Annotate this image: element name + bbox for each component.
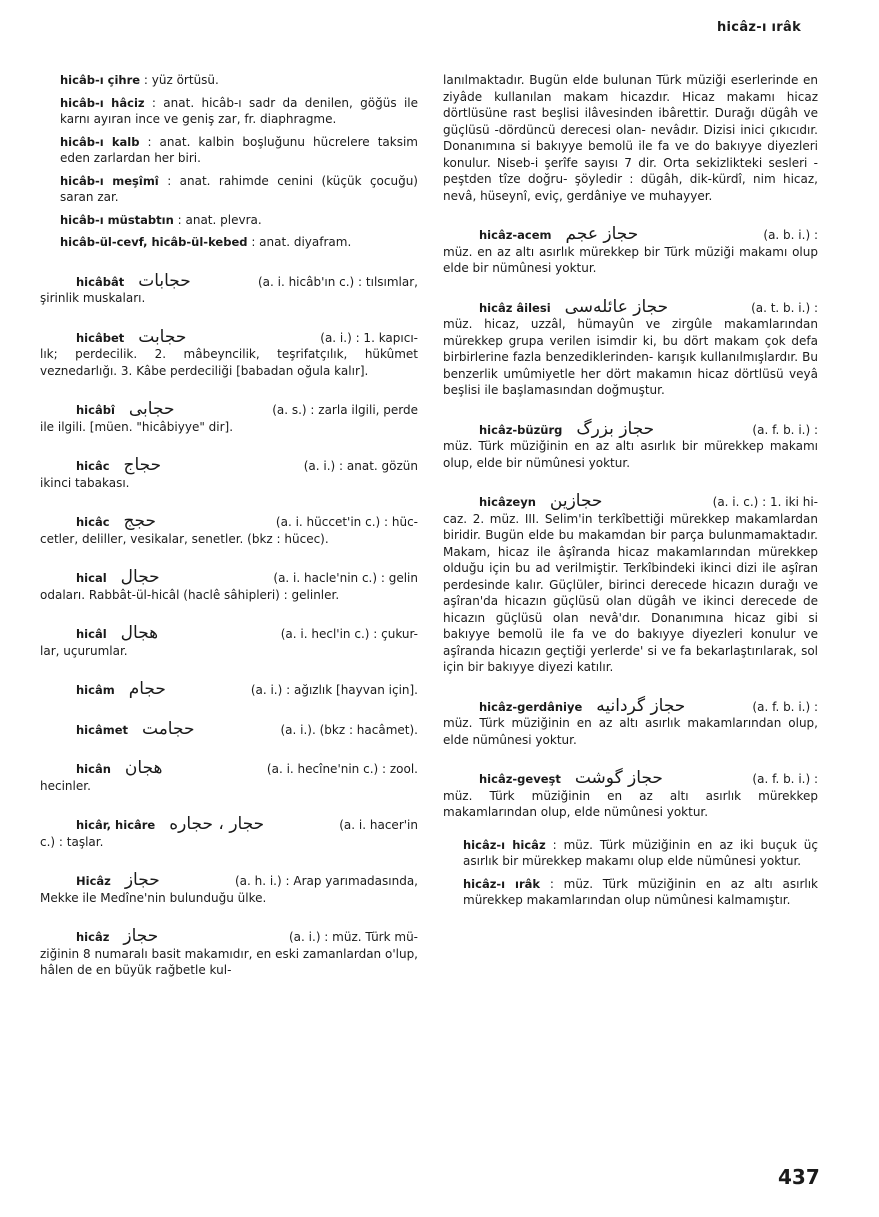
entry-arabic: هجان [124,758,163,778]
dictionary-entry [443,493,818,676]
entry-headword: hicâb-ı müstabtın [60,212,174,227]
entry-headword: hicâb-ı meşîmî [60,173,159,188]
entry-headword: hicâz-büzürg [479,422,563,437]
entry-headline [40,928,418,946]
entry-headline [40,457,418,475]
entry-etymology: (a. i. hecîne'nin c.) : zool. [266,762,418,776]
entry-definition: Mekke ile Medîne'nin bulunduğu ülke. [40,890,267,905]
entry-definition: müz. Türk müziğinin en az altı asırlık mürekkep makamlarından olup, elde nümûnesi yoktur. [443,788,818,819]
entry-arabic: حجاز عائله‌سى [564,296,669,317]
entry-etymology: (a. t. b. i.) : [751,300,818,315]
entry-headline [40,569,418,587]
entry-headline [40,718,418,739]
entry-headword: hicâz-acem [479,228,552,242]
right-column [443,72,818,915]
dictionary-entry [40,212,418,229]
entry-headline [443,695,818,716]
dictionary-entry [40,872,418,906]
entry-headline [443,493,818,511]
entry-arabic: حجاز [123,926,159,946]
dictionary-entry [40,326,418,380]
entry-headword: hicân [76,762,111,776]
entry-arabic: حجاز عجم [565,224,639,244]
dictionary-entry [443,296,818,399]
dictionary-entry [40,457,418,491]
entry-definition: lar, uçurumlar. [40,643,128,658]
entry-etymology: (a. f. b. i.) : [752,772,818,786]
entry-arabic: حجج [123,511,156,531]
dictionary-entry [40,816,418,850]
entry-arabic: حجابى [128,399,175,419]
entry-arabic: حجازين [549,491,603,511]
left-column [40,72,418,985]
entry-definition: lanılmaktadır. Bugün elde bulunan Türk müziği eserlerinde en ziyâde kullanılan makam hicazdır. Hicaz makamı hicaz dörtlüsüne rast beşlisi ilâvesinden ibârettir. Durağı dügâh ve güçlüsü -dördüncü derecesi olan- nevâdır. Dizisi inici çıkıcıdır. Donanımına si bakıyye bemolü ile fa ve do bakıyye diyezleri konulur. Niseb-i şerîfe sayısı 7 dir. Orta sekizlikteki sesleri -peştden tîze doğru- şöyledir : dügâh, dik-kürdî, nim hicaz, nevâ, hüseynî, eviç, gerdâniye ve muhayyer. [443,73,818,203]
entry-headline [443,226,818,244]
running-header: hicâz-ı ırâk [717,20,802,35]
entry-headline [40,326,418,347]
entry-definition: ile ilgili. [müen. "hicâbiyye" dir]. [40,419,234,434]
entry-headword: hicâz-gerdâniye [479,699,583,714]
entry-headword: hicâzeyn [479,495,536,509]
dictionary-entry [40,760,418,794]
entry-headword: hicâbet [76,330,125,345]
entry-headword: hicâr, hicâre [76,818,156,832]
entry-headline [40,513,418,531]
entry-headline [443,770,818,788]
entry-definition: : anat. rahimde cenini (küçük çocuğu) saran zar. [60,173,418,204]
page-number: 437 [778,1165,820,1189]
dictionary-entry [443,695,818,749]
entry-etymology: (a. i. hecl'in c.) : çukur- [280,627,418,641]
entry-headword: hicâz-geveşt [479,772,561,786]
entry-arabic: حجاج [123,455,162,475]
entry-etymology: (a. s.) : zarla ilgili, perde [272,403,418,417]
entry-etymology: (a. i. hacle'nin c.) : gelin [273,571,418,585]
entry-definition: : müz. Türk müziğinin en az altı asırlık mürekkep makamlarından olup nümûnesi kalmamıştır. [463,876,818,907]
entry-etymology: (a. h. i.) : Arap yarımadasında, [234,874,418,888]
entry-definition: c.) : taşlar. [40,834,104,849]
entry-headword: hicâb-ı çihre [60,73,141,87]
entry-etymology: (a. i. hacer'in [339,818,418,832]
entry-definition: : anat. kalbin boşluğunu hücrelere taksim eden zarlardan her biri. [60,134,418,165]
entry-definition: odaları. Rabbât-ül-hicâl (haclê sâhipleri) : gelinler. [40,587,340,602]
dictionary-entry [443,837,818,870]
entry-etymology: (a. i.) : ağızlık [hayvan için]. [250,683,418,697]
dictionary-entry [443,226,818,277]
entry-etymology: (a. i.) : anat. gözün [303,459,418,473]
dictionary-entry [40,928,418,979]
entry-definition: müz. Türk müziğinin en az altı asırlık makamlarından olup, elde nümûnesi yoktur. [443,716,818,747]
entry-headword: hicâb-ül-cevf, hicâb-ül-kebed [60,235,248,249]
entry-definition: ikinci tabakası. [40,475,130,490]
entry-etymology: (a. f. b. i.) : [752,422,818,437]
entry-headword: hicâbî [76,403,115,417]
entry-arabic: حجابت [138,326,187,347]
entry-definition: müz. hicaz, uzzâl, hümayûn ve zirgûle makamlarından mürekkep grupa verilen isimdir ki, bu dört makam çok defa birbirlerine fazla benzediklerinden- karışık kullanılmışlardır. Bu benzerlik umûmiyetle her dört makamın hicaz dörtlüsü veyâ beşlisi ile başlamasından doğmuştur. [443,317,818,397]
entry-arabic: حجاز گوشت [574,768,663,788]
entry-etymology: (a. i.) : müz. Türk mü- [289,930,418,944]
dictionary-entry [40,401,418,435]
entry-headword: hicâz-ı hicâz [463,837,546,852]
entry-headline [443,418,818,439]
entry-headword: hicâc [76,515,110,529]
entry-etymology: (a. i. hicâb'ın c.) : tılsımlar, [257,274,418,289]
entry-definition: lık; perdecilik. 2. mâbeyncilik, teşrifatçılık, hükûmet veznedarlığı. 3. Kâbe perdeciliği [babadan oğula kalır]. [40,347,418,378]
entry-etymology: (a. i. hüccet'in c.) : hüc- [275,515,418,529]
entry-definition: şirinlik muskaları. [40,291,146,305]
entry-arabic: حجابات [138,270,191,291]
entry-arabic: حجاز [124,870,160,890]
entry-headword: hicâbât [76,274,125,289]
entry-definition: hecinler. [40,778,91,793]
entry-etymology: (a. f. b. i.) : [752,699,818,714]
entry-definition: ziğinin 8 numaralı basit makamıdır, en eski zamanlardan o'lup, hâlen de en büyük rağbetle kul- [40,946,418,977]
dictionary-entry [40,173,418,206]
dictionary-entry [40,569,418,603]
entry-etymology: (a. i.) : 1. kapıcı- [320,330,418,345]
entry-headline [40,401,418,419]
entry-arabic: هجال [120,623,159,643]
dictionary-entry [443,72,818,204]
entry-definition: : yüz örtüsü. [143,73,219,87]
entry-headword: hicâb-ı kalb [60,134,140,149]
dictionary-entry [443,876,818,909]
entry-definition: müz. en az altı asırlık mürekkep bir Türk müziği makamı olup elde bir nümûnesi yoktur. [443,244,818,275]
entry-etymology: (a. b. i.) : [763,228,818,242]
entry-headword: hicâmet [76,722,128,737]
entry-headline [40,270,418,291]
dictionary-entry [40,134,418,167]
dictionary-entry [443,418,818,472]
entry-headword: hicâl [76,627,107,641]
entry-headword: hicâb-ı hâciz [60,95,145,110]
entry-arabic: حجاز گردانيه [596,695,686,716]
dictionary-entry [40,625,418,659]
dictionary-entry [40,95,418,128]
entry-definition: : müz. Türk müziğinin en az iki buçuk üç asırlık bir mürekkep makamı olup elde nümûnesi yoktur. [463,837,818,868]
entry-etymology: (a. i.). (bkz : hacâmet). [280,722,418,737]
entry-definition: : anat. hicâb-ı sadr da denilen, göğüs ile karnı ayıran ince ve geniş zar, fr. diaphragme. [60,95,418,126]
entry-headline [40,625,418,643]
dictionary-entry [40,234,418,251]
entry-arabic: حجام [128,679,166,699]
entry-arabic: حجار ، حجاره [169,814,265,834]
entry-headline [40,681,418,699]
entry-headword: hical [76,571,107,585]
dictionary-entry [40,718,418,739]
entry-definition: : anat. diyafram. [251,235,352,249]
entry-arabic: حجاز بزرگ [576,418,655,439]
entry-arabic: حجامت [142,718,195,739]
entry-arabic: حجال [120,567,160,587]
entry-etymology: (a. i. c.) : 1. iki hi- [712,495,818,509]
entry-headword: hicâc [76,459,110,473]
dictionary-entry [443,770,818,821]
dictionary-entry [40,72,418,89]
entry-headword: hicâz [76,930,110,944]
dictionary-entry [40,681,418,699]
entry-headword: hicâz âilesi [479,300,551,315]
entry-headline [443,296,818,317]
entry-definition: cetler, deliller, vesikalar, senetler. (bkz : hücec). [40,531,329,546]
entry-headline [40,872,418,890]
entry-headword: Hicâz [76,874,111,888]
entry-headword: hicâm [76,683,115,697]
entry-definition: caz. 2. müz. III. Selim'in terkîbettiği mürekkep makamlardan biridir. Bugün elde bu makamdan bir parça bulunmamaktadır. Makam, hicaz ile âşîranda hicaz makamlarından mürekkep olduğu için bu ad verilmiştir. Terkîbindeki ikinci dizi ile aşîran perdesinde kalır. Güçlüler, birinci derecede hicazın durağı ve aşîran'da hicazın güçlüsü olan dügâh ve ikinci derecede de hicazın güçlüsü olan nevâ'dır. Donanımına hicaz gibi si bakıyye bemolü ile fa ve do bakıyye diyezleri konulur ve aşîranda hicazın geçtiği yerlerde' si ve fa bekarlaştırılarak, sol için bir bakıyye diyezi katılır. [443,511,818,674]
entry-headline [40,760,418,778]
dictionary-entry [40,513,418,547]
entry-headword: hicâz-ı ırâk [463,876,541,891]
dictionary-entry [40,270,418,307]
entry-headline [40,816,418,834]
entry-definition: müz. Türk müziğinin en az altı asırlık bir mürekkep makamı olup, elde bir nümûnesi yoktur. [443,439,818,470]
entry-definition: : anat. plevra. [177,212,262,227]
